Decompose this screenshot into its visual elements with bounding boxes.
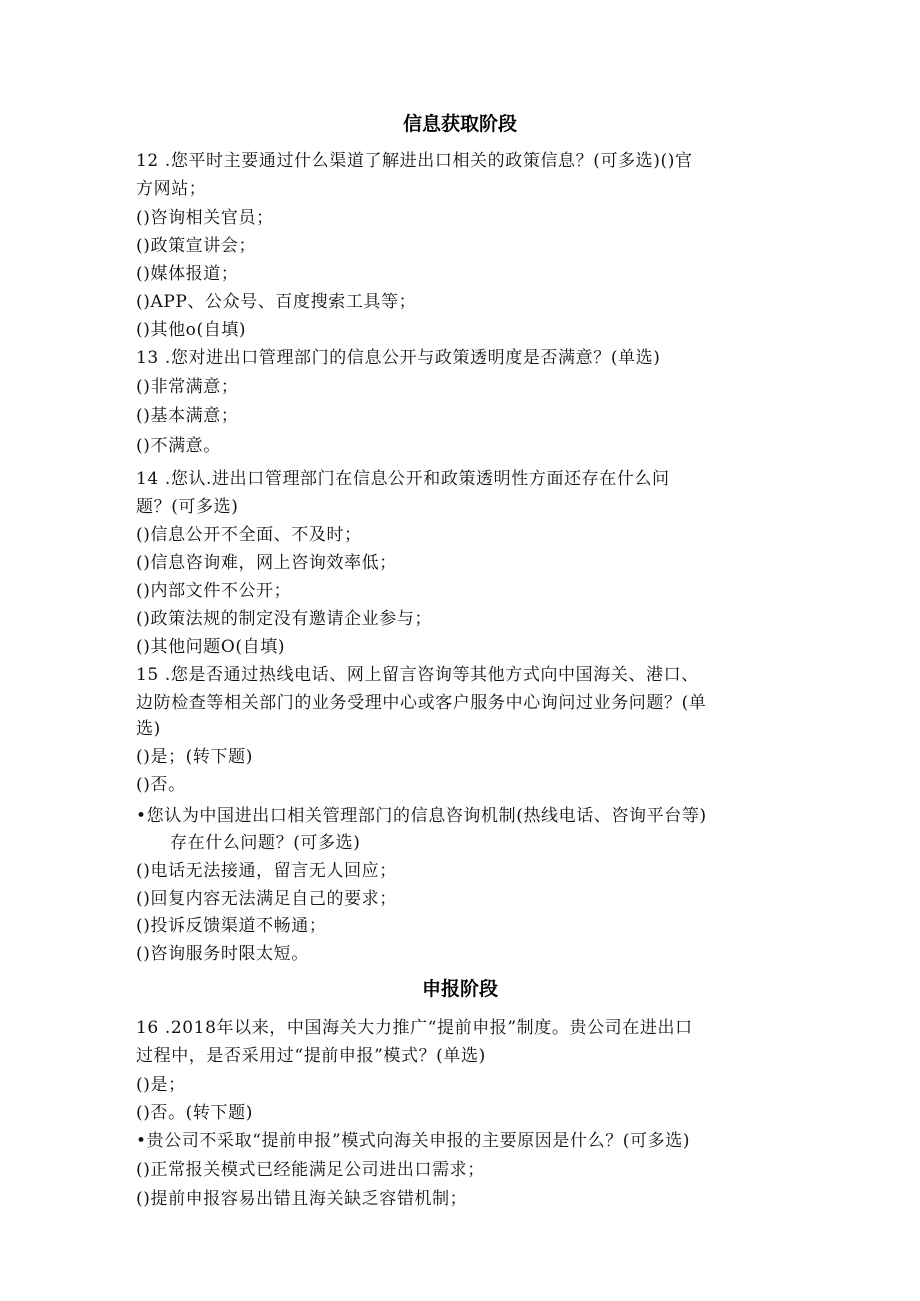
option-line: ()基本满意；: [136, 406, 239, 426]
option-line: ()电话无法接通，留言无人回应；: [136, 861, 397, 881]
option-line: ()内部文件不公开；: [136, 581, 292, 601]
option-line: ()投诉反馈渠道不畅通；: [136, 916, 327, 936]
option-line: ()回复内容无法满足自己的要求；: [136, 889, 397, 909]
question-13-line: 13 .您对进出口管理部门的信息公开与政策透明度是否满意？(单选): [136, 348, 661, 368]
option-line: ()是；: [136, 1075, 186, 1095]
question-16-line-2: 过程中，是否采用过“提前申报”模式？(单选): [136, 1046, 486, 1066]
section-heading-info-acquisition: 信息获取阶段: [402, 113, 517, 135]
option-line: ()APP、公众号、百度搜索工具等；: [136, 292, 417, 312]
option-line: ()不满意。: [136, 436, 221, 456]
sub-question-line: •贵公司不采取“提前申报”模式向海关申报的主要原因是什么？(可多选): [136, 1131, 691, 1151]
option-line: ()政策法规的制定没有邀请企业参与；: [136, 609, 433, 629]
option-line: ()否。: [136, 775, 186, 795]
option-line: ()其他o(自填): [136, 320, 247, 340]
option-line: ()媒体报道；: [136, 264, 239, 284]
option-line: ()正常报关模式已经能满足公司进出口需求；: [136, 1160, 485, 1180]
option-line: ()信息公开不全面、不及时；: [136, 525, 362, 545]
sub-question-line-1: •您认为中国进出口相关管理部门的信息咨询机制(热线电话、咨询平台等): [136, 806, 707, 826]
question-15-line-1: 15 .您是否通过热线电话、网上留言咨询等其他方式向中国海关、港口、: [136, 665, 699, 685]
option-line: ()是；(转下题): [136, 747, 253, 767]
option-line: ()咨询相关官员；: [136, 208, 274, 228]
question-15-line-2: 边防检查等相关部门的业务受理中心或客户服务中心询问过业务问题？(单: [136, 693, 707, 713]
section-heading-declaration: 申报阶段: [421, 978, 498, 1000]
question-14-line-1: 14 .您认.进出口管理部门在信息公开和政策透明性方面还存在什么问: [136, 469, 670, 489]
sub-question-line-2: 存在什么问题？(可多选): [170, 833, 361, 853]
option-line: ()其他问题O(自填): [136, 637, 286, 657]
option-line: ()信息咨询难，网上咨询效率低；: [136, 553, 397, 573]
question-12-line-2: 方网站；: [136, 179, 207, 199]
question-14-line-2: 题？(可多选): [136, 497, 239, 517]
option-line: ()非常满意；: [136, 377, 239, 397]
question-16-line-1: 16 .2018年以来，中国海关大力推广“提前申报”制度。贵公司在进出口: [136, 1018, 693, 1038]
question-15-line-3: 选): [136, 719, 161, 739]
option-line: ()否。(转下题): [136, 1103, 253, 1123]
option-line: ()政策宣讲会；: [136, 236, 257, 256]
option-line: ()提前申报容易出错且海关缺乏容错机制；: [136, 1189, 468, 1209]
question-12-line-1: 12 .您平时主要通过什么渠道了解进出口相关的政策信息？(可多选)()官: [136, 151, 693, 171]
option-line: ()咨询服务时限太短。: [136, 944, 309, 964]
